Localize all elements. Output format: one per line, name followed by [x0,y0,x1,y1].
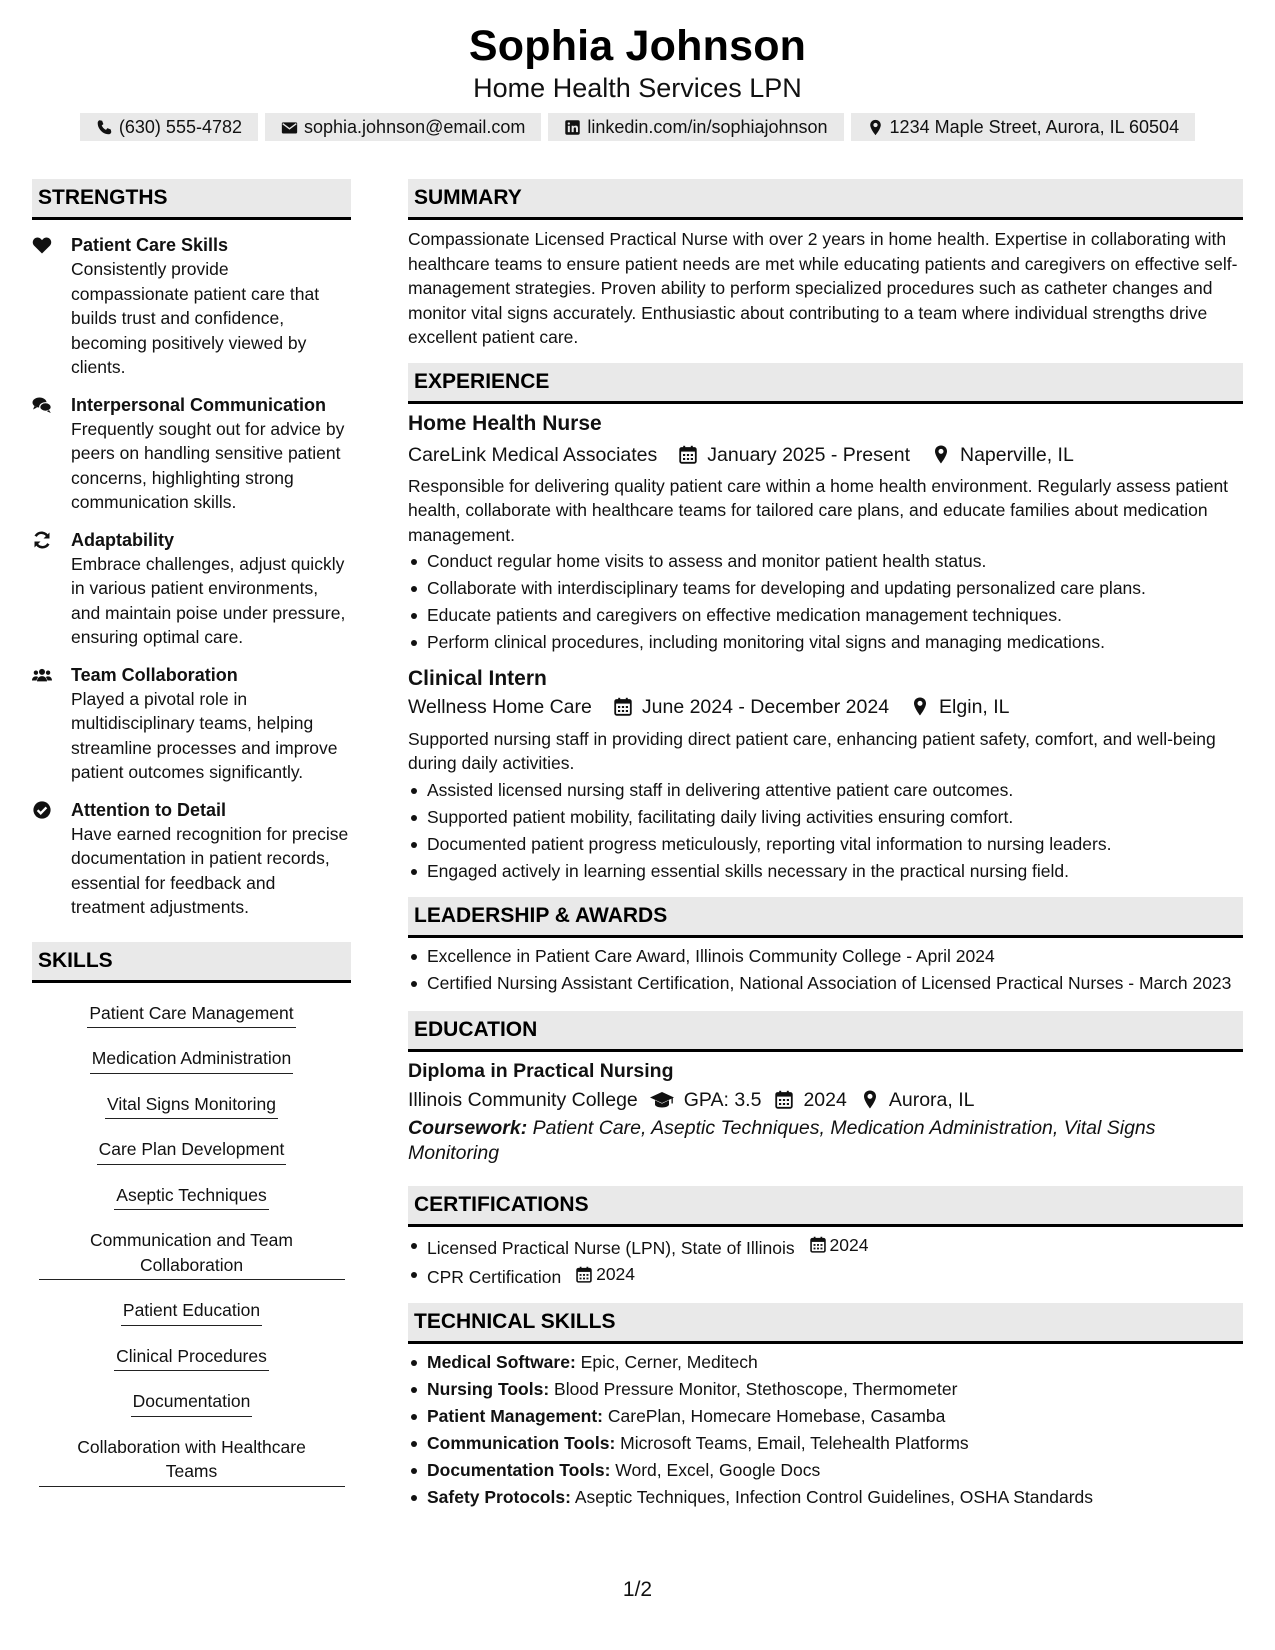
skill-item: Documentation [131,1389,253,1417]
list-item: Educate patients and caregivers on effective medication management techniques. [408,603,1243,628]
job-company: CareLink Medical Associates [408,443,658,466]
summary-text: Compassionate Licensed Practical Nurse with over 2 years in home health. Expertise in collaborating with healthcare teams to ensure patient needs are met while educating patients and caregivers on effective self-management strategies. Proven ability to perform specialized procedures such as catheter changes and monitor vital signs accurately. Enthusiastic about contributing to a team where individual strengths drive excellent patient care. [408,229,1238,347]
calendar-icon [614,697,632,716]
job-desc: Supported nursing staff in providing direct patient care, enhancing patient safety, comfort, and well-being during daily activities. [408,728,1216,774]
skill-item: Collaboration with Healthcare Teams [39,1435,345,1487]
tech-label: Communication Tools: [427,1433,616,1454]
sync-icon [32,531,53,549]
heart-icon [32,236,53,254]
right-column [408,179,1243,1509]
calendar-icon [576,1266,592,1283]
contact-address [851,113,1196,141]
technical-skills-list [408,1350,1243,1509]
contact-phone[interactable] [80,113,258,141]
list-item [408,1404,1243,1429]
experience-heading: EXPERIENCE [408,363,1243,404]
skills-list [32,1001,351,1487]
list-item [408,1233,1243,1260]
education-meta [408,1086,1243,1114]
calendar-icon [679,445,697,464]
skill-item: Clinical Procedures [114,1344,269,1372]
education-entry [408,1057,1243,1166]
tech-value: Epic, Cerner, Meditech [580,1352,758,1373]
job-title: Home Health Nurse [408,411,602,435]
tech-label: Medical Software: [427,1352,576,1373]
map-marker-icon [932,445,950,464]
list-item [408,1485,1243,1510]
tech-value: Aseptic Techniques, Infection Control Guidelines, OSHA Standards [574,1486,1094,1507]
list-item [408,1262,1243,1289]
job-bullets [408,549,1243,654]
list-item: Collaborate with interdisciplinary teams for developing and updating personalized care plans. [408,576,1243,601]
job-entry [408,410,1243,655]
left-column [32,179,351,1487]
strength-item [32,528,351,650]
coursework-label: Coursework: [408,1116,528,1139]
candidate-name: Sophia Johnson [468,22,807,70]
list-item: Excellence in Patient Care Award, Illinois Community College - April 2024 [408,944,1243,969]
strength-item [32,393,351,515]
strengths-heading: STRENGTHS [32,179,351,220]
gpa-text: GPA: 3.5 [683,1088,762,1111]
list-item: Documented patient progress meticulously, reporting vital information to nursing leaders. [408,832,1243,857]
contact-bar [0,113,1275,141]
list-item: Perform clinical procedures, including monitoring vital signs and managing medications. [408,630,1243,655]
strength-desc: Consistently provide compassionate patient care that builds trust and confidence, becoming positively viewed by clients. [71,259,320,377]
calendar-icon [775,1090,793,1109]
cert-year: 2024 [829,1234,869,1255]
skill-item: Aseptic Techniques [114,1183,268,1211]
coursework [408,1116,1243,1166]
list-item: Supported patient mobility, facilitating daily living activities ensuring comfort. [408,805,1243,830]
coursework-text: Patient Care, Aseptic Techniques, Medication Administration, Vital Signs Monitoring [408,1116,1156,1164]
page-number: 1/2 [622,1578,653,1601]
skill-item: Care Plan Development [97,1137,287,1165]
skills-heading: SKILLS [32,942,351,983]
degree-title: Diploma in Practical Nursing [408,1059,674,1082]
tech-value: Blood Pressure Monitor, Stethoscope, Thermometer [554,1379,958,1400]
strength-item [32,798,351,920]
strength-title: Interpersonal Communication [71,394,327,415]
cert-name: CPR Certification [427,1266,562,1287]
education-location: Aurora, IL [888,1088,975,1111]
graduation-cap-icon [650,1090,674,1109]
certifications-list [408,1233,1243,1290]
check-circle-icon [32,801,53,819]
technical-skills-heading: TECHNICAL SKILLS [408,1303,1243,1344]
skill-item: Medication Administration [90,1046,293,1074]
tech-label: Nursing Tools: [427,1379,550,1400]
strength-title: Adaptability [71,529,175,550]
cert-date [576,1262,635,1287]
strength-desc: Have earned recognition for precise documentation in patient records, essential for feedback and treatment adjustments. [71,823,349,917]
strength-item [32,663,351,785]
leadership-heading: LEADERSHIP & AWARDS [408,897,1243,938]
cert-name: Licensed Practical Nurse (LPN), State of Illinois [427,1237,795,1258]
strength-desc: Played a pivotal role in multidisciplinary teams, helping streamline processes and improve patient outcomes significantly. [71,688,338,782]
job-company: Wellness Home Care [408,695,592,718]
education-heading: EDUCATION [408,1011,1243,1052]
contact-email[interactable] [265,113,541,141]
strength-title: Attention to Detail [71,799,226,820]
education-year: 2024 [803,1088,847,1111]
phone-icon [96,119,113,136]
strength-desc: Embrace challenges, adjust quickly in various patient environments, and maintain poise under pressure, ensuring optimal care. [71,553,346,647]
summary-heading: SUMMARY [408,179,1243,220]
linkedin-text: linkedin.com/in/sophiajohnson [587,116,828,137]
strength-item [32,233,351,380]
job-title: Clinical Intern [408,666,547,690]
map-marker-icon [911,697,929,716]
tech-value: Microsoft Teams, Email, Telehealth Platforms [620,1433,969,1454]
users-icon [32,666,53,684]
job-dates: January 2025 - Present [707,443,910,466]
map-marker-icon [861,1090,879,1109]
comments-icon [32,396,53,414]
skill-item: Communication and Team Collaboration [39,1228,345,1280]
linkedin-icon [564,119,581,136]
job-entry [408,665,1243,884]
list-item [408,1377,1243,1402]
strength-title: Team Collaboration [71,664,238,685]
tech-value: CarePlan, Homecare Homebase, Casamba [607,1406,946,1427]
job-desc: Responsible for delivering quality patient care within a home health environment. Regularly assess patient health, collaborate with healthcare teams for tailored care plans, and educate families about medication management. [408,475,1229,545]
job-location: Elgin, IL [939,695,1010,718]
envelope-icon [281,119,298,136]
certifications-heading: CERTIFICATIONS [408,1186,1243,1227]
list-item: Certified Nursing Assistant Certification, National Association of Licensed Practical Nurses - March 2023 [408,971,1243,996]
email-text: sophia.johnson@email.com [304,116,526,137]
cert-date [810,1233,869,1258]
skill-item: Patient Education [121,1298,262,1326]
job-meta [408,693,1243,721]
job-location: Naperville, IL [960,443,1074,466]
cert-year: 2024 [596,1264,636,1285]
phone-text: (630) 555-4782 [118,116,242,137]
list-item: Conduct regular home visits to assess and monitor patient health status. [408,549,1243,574]
skill-item: Vital Signs Monitoring [105,1092,278,1120]
calendar-icon [810,1236,826,1253]
strength-title: Patient Care Skills [71,235,229,255]
map-marker-icon [867,119,884,136]
tech-value: Word, Excel, Google Docs [615,1459,821,1480]
address-text: 1234 Maple Street, Aurora, IL 60504 [889,116,1180,137]
tech-label: Documentation Tools: [427,1459,611,1480]
leadership-list [408,944,1243,995]
school-name: Illinois Community College [408,1088,638,1111]
job-meta [408,441,1243,469]
tech-label: Patient Management: [427,1406,603,1427]
list-item: Assisted licensed nursing staff in delivering attentive patient care outcomes. [408,778,1243,803]
list-item: Engaged actively in learning essential skills necessary in the practical nursing field. [408,859,1243,884]
job-bullets [408,778,1243,883]
skill-item: Patient Care Management [87,1001,295,1029]
list-item [408,1431,1243,1456]
list-item [408,1350,1243,1375]
strength-desc: Frequently sought out for advice by peers on handling sensitive patient concerns, highlighting strong communication skills. [71,418,345,512]
tech-label: Safety Protocols: [427,1486,571,1507]
contact-linkedin[interactable] [548,113,843,141]
job-dates: June 2024 - December 2024 [641,695,890,718]
list-item [408,1458,1243,1483]
candidate-title: Home Health Services LPN [473,73,802,103]
